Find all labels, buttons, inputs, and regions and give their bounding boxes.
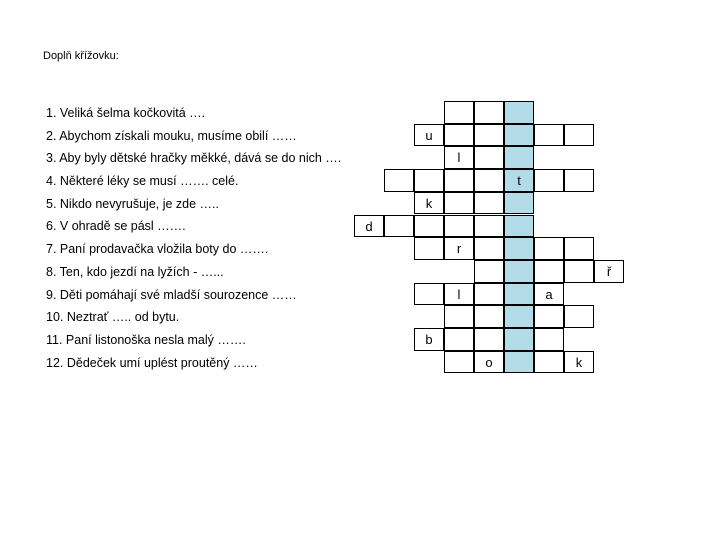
crossword-cell-r10-c3[interactable] — [444, 305, 474, 328]
crossword-cell-r11-c3[interactable] — [444, 328, 474, 351]
crossword-cell-r2-c7[interactable] — [564, 124, 594, 147]
crossword-cell-r3-c5[interactable] — [504, 146, 534, 169]
crossword-cell-r4-c4[interactable] — [474, 169, 504, 192]
clue-1: 1. Veliká šelma kočkovitá …. — [46, 106, 206, 120]
crossword-cell-r2-c3[interactable] — [444, 124, 474, 147]
crossword-cell-r5-c5[interactable] — [504, 192, 534, 215]
crossword-cell-r11-c6[interactable] — [534, 328, 564, 351]
crossword-cell-r11-c4[interactable] — [474, 328, 504, 351]
crossword-cell-r8-c4[interactable] — [474, 260, 504, 283]
crossword-cell-r6-c4[interactable] — [474, 215, 504, 238]
crossword-cell-r9-c3[interactable]: l — [444, 283, 474, 306]
crossword-cell-r11-c5[interactable] — [504, 328, 534, 351]
crossword-cell-r7-c5[interactable] — [504, 237, 534, 260]
crossword-cell-r12-c5[interactable] — [504, 351, 534, 374]
crossword-cell-r1-c3[interactable] — [444, 101, 474, 124]
crossword-cell-r6-c0[interactable]: d — [354, 215, 384, 238]
crossword-cell-r2-c6[interactable] — [534, 124, 564, 147]
crossword-cell-r6-c2[interactable] — [414, 215, 444, 238]
crossword-cell-r12-c4[interactable]: o — [474, 351, 504, 374]
crossword-cell-r8-c5[interactable] — [504, 260, 534, 283]
crossword-cell-r4-c5[interactable]: t — [504, 169, 534, 192]
crossword-cell-r10-c4[interactable] — [474, 305, 504, 328]
crossword-cell-r9-c6[interactable]: a — [534, 283, 564, 306]
crossword-cell-r11-c2[interactable]: b — [414, 328, 444, 351]
crossword-cell-r7-c2[interactable] — [414, 237, 444, 260]
crossword-cell-r9-c5[interactable] — [504, 283, 534, 306]
crossword-cell-r7-c6[interactable] — [534, 237, 564, 260]
crossword-cell-r2-c4[interactable] — [474, 124, 504, 147]
crossword-cell-r2-c5[interactable] — [504, 124, 534, 147]
clue-6: 6. V ohradě se pásl ……. — [46, 219, 186, 234]
crossword-cell-r4-c6[interactable] — [534, 169, 564, 192]
crossword-cell-r1-c5[interactable] — [504, 101, 534, 124]
crossword-cell-r5-c3[interactable] — [444, 192, 474, 215]
clue-5: 5. Nikdo nevyrušuje, je zde ….. — [46, 196, 219, 211]
crossword-cell-r8-c6[interactable] — [534, 260, 564, 283]
crossword-cell-r4-c7[interactable] — [564, 169, 594, 192]
crossword-cell-r2-c2[interactable]: u — [414, 124, 444, 147]
crossword-cell-r4-c1[interactable] — [384, 169, 414, 192]
crossword-cell-r6-c3[interactable] — [444, 215, 474, 238]
crossword-cell-r12-c3[interactable] — [444, 351, 474, 374]
crossword-cell-r4-c3[interactable] — [444, 169, 474, 192]
crossword-cell-r4-c2[interactable] — [414, 169, 444, 192]
clue-12: 12. Dědeček umí uplést proutěný …… — [46, 355, 258, 370]
crossword-cell-r6-c1[interactable] — [384, 215, 414, 238]
crossword-cell-r7-c4[interactable] — [474, 237, 504, 260]
crossword-cell-r9-c2[interactable] — [414, 283, 444, 306]
crossword-cell-r8-c7[interactable] — [564, 260, 594, 283]
worksheet-title: Doplň křížovku: — [43, 50, 119, 62]
clue-4: 4. Některé léky se musí ……. celé. — [46, 174, 239, 189]
clue-7: 7. Paní prodavačka vložila boty do ……. — [46, 242, 269, 257]
clue-3: 3. Aby byly dětské hračky měkké, dává se do nich …. — [46, 151, 342, 166]
clue-10: 10. Neztrať ….. od bytu. — [46, 310, 180, 325]
crossword-cell-r10-c7[interactable] — [564, 305, 594, 328]
crossword-cell-r3-c3[interactable]: l — [444, 146, 474, 169]
crossword-cell-r10-c5[interactable] — [504, 305, 534, 328]
clue-9: 9. Děti pomáhají své mladší sourozence …… — [46, 287, 297, 302]
clue-11: 11. Paní listonoška nesla malý ……. — [46, 332, 246, 347]
crossword-cell-r9-c4[interactable] — [474, 283, 504, 306]
crossword-cell-r8-c8[interactable]: ř — [594, 260, 624, 283]
crossword-cell-r12-c6[interactable] — [534, 351, 564, 374]
crossword-cell-r7-c7[interactable] — [564, 237, 594, 260]
crossword-cell-r7-c3[interactable]: r — [444, 237, 474, 260]
crossword-cell-r10-c6[interactable] — [534, 305, 564, 328]
clue-2: 2. Abychom získali mouku, musíme obilí …… — [46, 128, 297, 143]
crossword-cell-r5-c4[interactable] — [474, 192, 504, 215]
crossword-cell-r12-c7[interactable]: k — [564, 351, 594, 374]
crossword-cell-r5-c2[interactable]: k — [414, 192, 444, 215]
clue-8: 8. Ten, kdo jezdí na lyžích - …... — [46, 264, 224, 279]
crossword-cell-r3-c4[interactable] — [474, 146, 504, 169]
crossword-cell-r1-c4[interactable] — [474, 101, 504, 124]
crossword-cell-r6-c5[interactable] — [504, 215, 534, 238]
